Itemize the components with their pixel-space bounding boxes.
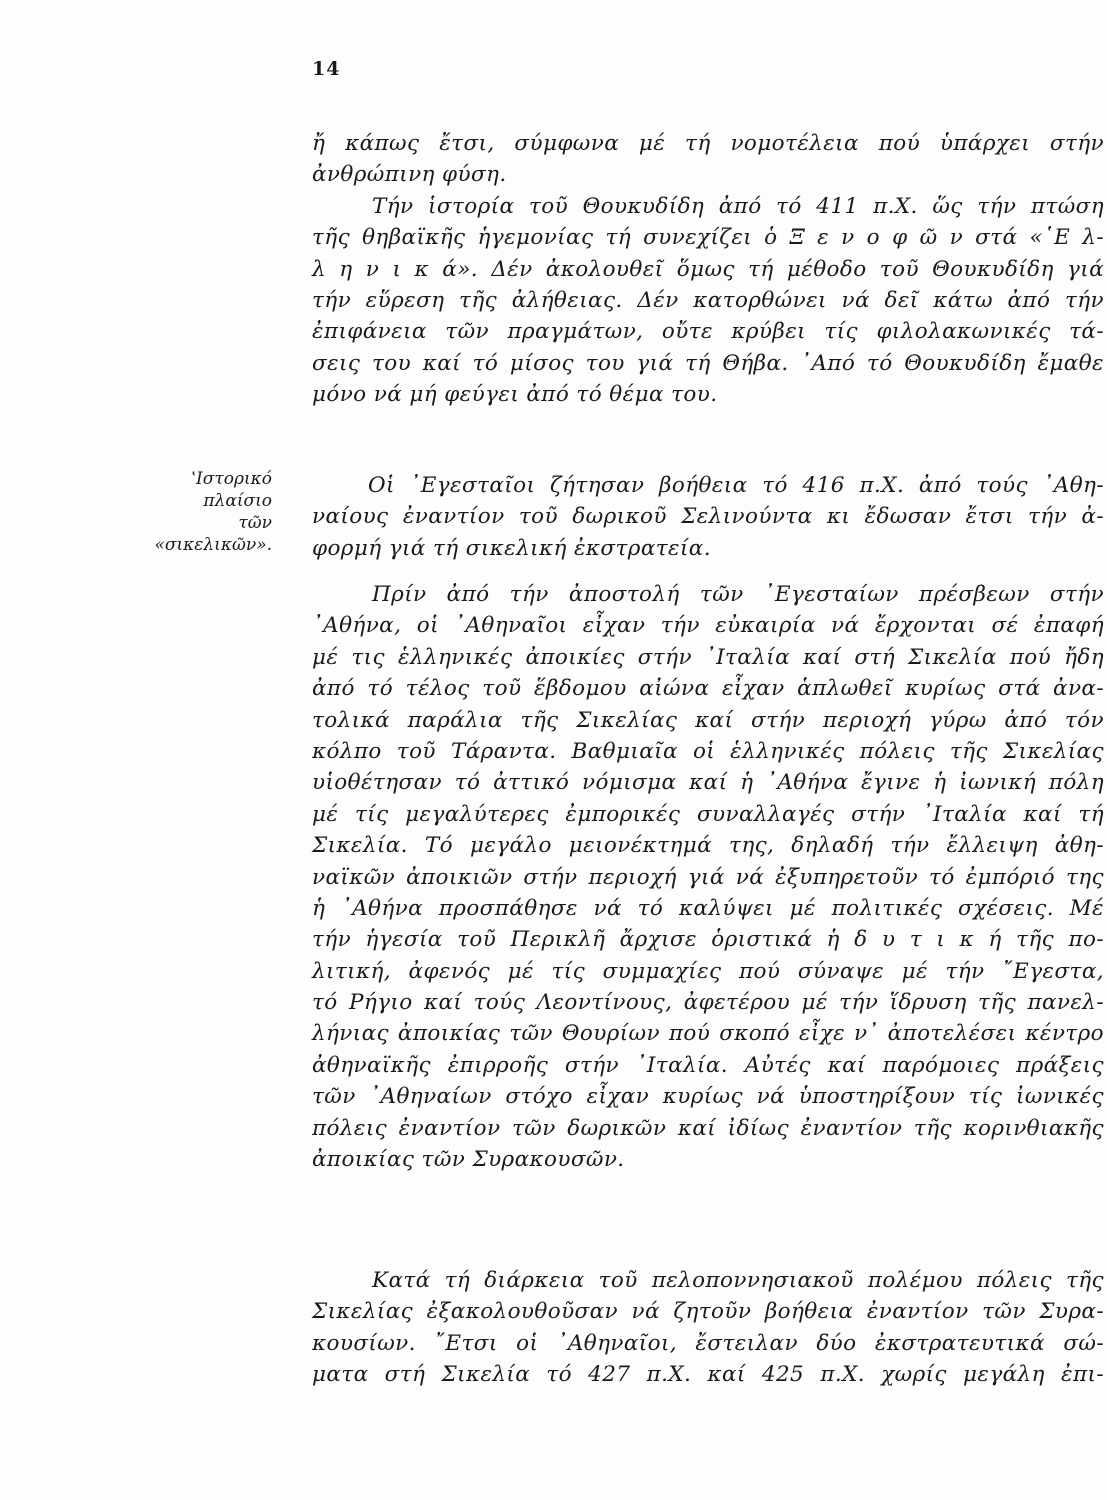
text-line: τολικά παράλια τῆς Σικελίας καί στήν περιοχή γύρω ἀπό τόν [312,707,1104,733]
text-line: τῶν ᾿Αθηναίων στόχο εἶχαν κυρίως νά ὑποστηρίξουν τίς ἰωνικές [312,1084,1104,1110]
paragraph-block-3 [312,579,1104,1175]
text-line: ματα στή Σικελία τό 427 π.Χ. καί 425 π.Χ. χωρίς μεγάλη ἐπι- [312,1362,1104,1388]
text-line: ἤ κάπως ἔτσι, σύμφωνα μέ τή νομοτέλεια πού ὑπάρχει στήν [312,131,1104,156]
text-line: λ η ν ι κ ά». Δέν ἀκολουθεῖ ὅμως τή μέθοδο τοῦ Θουκυδίδη γιά [312,256,1104,282]
paragraph-block-2 [312,470,1104,564]
margin-note-line: πλαίσιο [203,491,272,511]
text-line: Πρίν ἀπό τήν ἀποστολή τῶν ᾿Εγεσταίων πρέσβεων στήν [372,582,1104,607]
text-line: Οἱ ᾿Εγεσταῖοι ζήτησαν βοήθεια τό 416 π.Χ. ἀπό τούς ᾿Αθη- [368,473,1104,498]
text-line: κόλπο τοῦ Τάραντα. Βαθμιαῖα οἱ ἑλληνικές πόλεις τῆς Σικελίας [312,738,1104,764]
text-line: ἡ ᾿Αθήνα προσπάθησε νά τό καλύψει μέ πολιτικές σχέσεις. Μέ [312,895,1104,921]
text-line: τό Ρήγιο καί τούς Λεοντίνους, ἀφετέρου μέ τήν ἵδρυση τῆς πανελ- [312,990,1104,1016]
text-line: μέ τίς μεγαλύτερες ἐμπορικές συναλλαγές στήν ᾿Ιταλία καί τή [312,801,1104,827]
text-line: τήν ἡγεσία τοῦ Περικλῆ ἄρχισε ὁριστικά ἡ δ υ τ ι κ ή τῆς πο- [312,927,1104,953]
paragraph-block-1 [312,128,1104,411]
page-number: 14 [312,58,341,80]
text-line: λιτική, ἀφενός μέ τίς συμμαχίες πού σύναψε μέ τήν ῎Εγεστα, [312,958,1104,984]
text-line: ἀνθρώπινη φύση. [312,162,507,188]
margin-note-line: τῶν [238,513,272,533]
text-line: σεις του καί τό μίσος του γιά τή Θήβα. ᾿Από τό Θουκυδίδη ἔμαθε [312,350,1104,376]
text-line: Σικελίας ἐξακολουθοῦσαν νά ζητοῦν βοήθεια ἐναντίον τῶν Συρα- [312,1299,1104,1325]
text-line: φορμή γιά τή σικελική ἐκστρατεία. [312,535,711,561]
text-line: ᾿Αθήνα, οἱ ᾿Αθηναῖοι εἶχαν τήν εὐκαιρία νά ἔρχονται σέ ἐπαφή [312,613,1104,639]
text-line: τήν εὕρεση τῆς ἀλήθειας. Δέν κατορθώνει νά δεῖ κάτω ἀπό τήν [312,287,1104,313]
text-line: ἀπό τό τέλος τοῦ ἕβδομου αἰώνα εἶχαν ἁπλωθεῖ κυρίως στά ἀνα- [312,676,1104,702]
margin-note-line: «σικελικῶν». [154,535,272,555]
text-line: τῆς θηβαϊκῆς ἡγεμονίας τή συνεχίζει ὁ Ξ ε ν ο φ ῶ ν στά «῾Ε λ- [312,225,1104,251]
paragraph-block-4 [312,1265,1104,1391]
margin-note [150,468,272,556]
text-line: κουσίων. ῎Ετσι οἱ ᾿Αθηναῖοι, ἔστειλαν δύο ἐκστρατευτικά σώ- [312,1330,1104,1356]
text-line: υἱοθέτησαν τό ἀττικό νόμισμα καί ἡ ᾿Αθήνα ἔγινε ἡ ἰωνική πόλη [312,770,1104,796]
text-line: Τήν ἱστορία τοῦ Θουκυδίδη ἀπό τό 411 π.Χ. ὥς τήν πτώση [372,193,1104,219]
margin-note-line: ʽΙστορικό [190,469,272,489]
text-line: λήνιας ἀποικίας τῶν Θουρίων πού σκοπό εἶχε ν᾿ ἀποτελέσει κέντρο [312,1021,1104,1047]
text-line: ναϊκῶν ἀποικιῶν στήν περιοχή γιά νά ἐξυπηρετοῦν τό ἐμπόριό της [312,864,1104,890]
text-line: μέ τις ἑλληνικές ἀποικίες στήν ᾿Ιταλία καί στή Σικελία πού ἤδη [312,644,1104,670]
text-line: Σικελία. Τό μεγάλο μειονέκτημά της, δηλαδή τήν ἔλλειψη ἀθη- [312,833,1104,859]
text-line: πόλεις ἐναντίον τῶν δωρικῶν καί ἰδίως ἐναντίον τῆς κορινθιακῆς [312,1115,1104,1141]
text-line: ἀποικίας τῶν Συρακουσῶν. [312,1147,625,1173]
text-line: μόνο νά μή φεύγει ἀπό τό θέμα του. [312,382,718,408]
text-line: ἀθηναϊκῆς ἐπιρροῆς στήν ᾿Ιταλία. Αὐτές καί παρόμοιες πράξεις [312,1052,1104,1078]
text-line: Κατά τή διάρκεια τοῦ πελοποννησιακοῦ πολέμου πόλεις τῆς [372,1268,1104,1293]
text-line: ἐπιφάνεια τῶν πραγμάτων, οὔτε κρύβει τίς φιλολακωνικές τά- [312,319,1104,345]
text-line: ναίους ἐναντίον τοῦ δωρικοῦ Σελινούντα κι ἔδωσαν ἔτσι τήν ἀ- [312,504,1104,530]
